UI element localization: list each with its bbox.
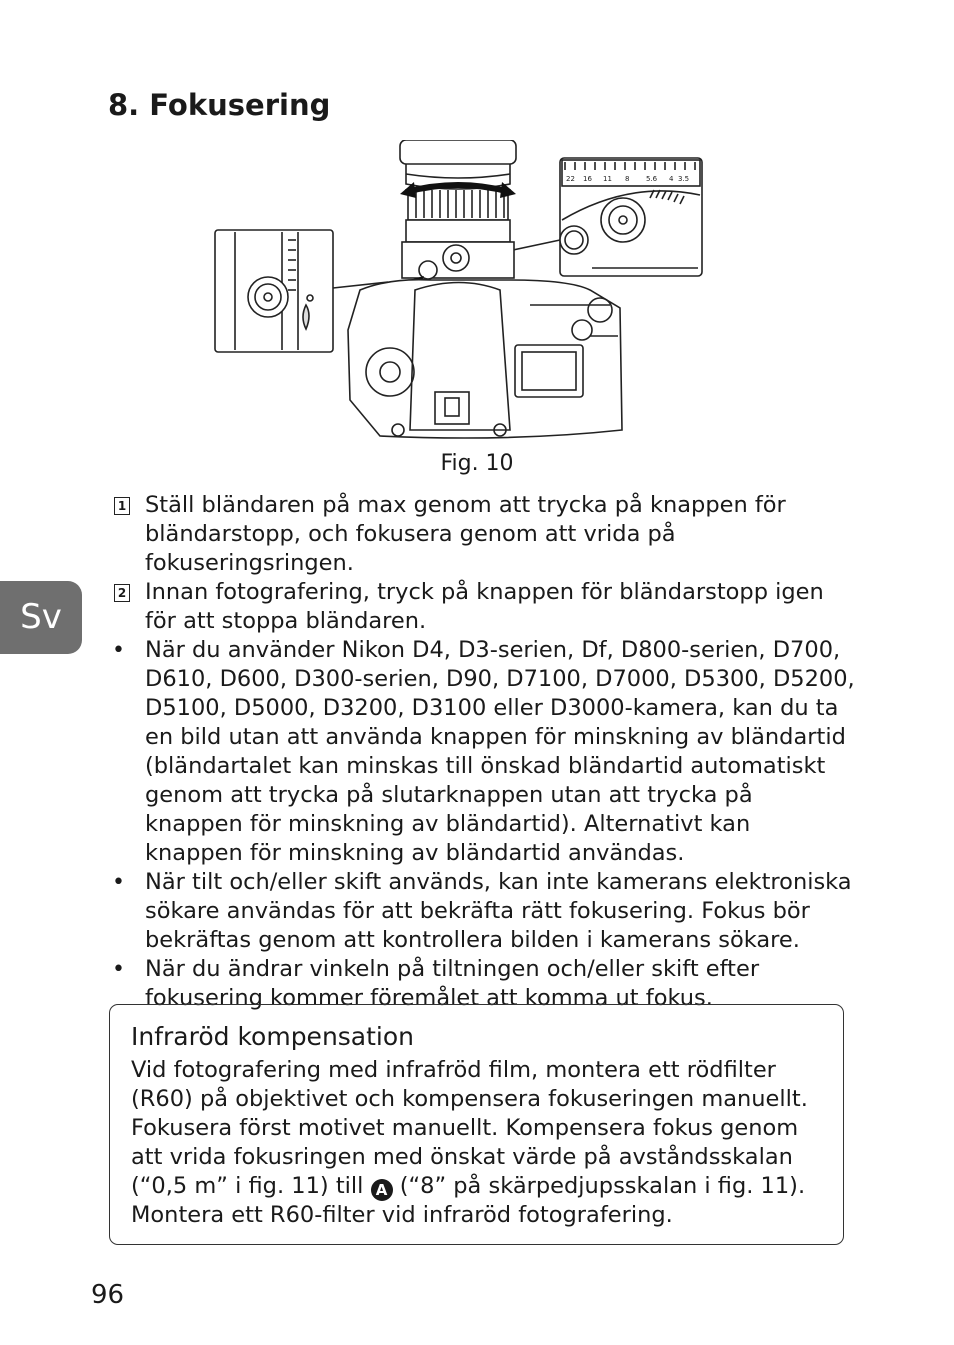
list-item	[110, 636, 855, 868]
list-item-text: När du ändrar vinkeln på tiltningen och/eller skift efter fokusering kommer föremålet att komma ut fokus.	[145, 956, 760, 1011]
section-heading: 8. Fokusering	[108, 88, 331, 122]
scale-label: 5.6	[646, 175, 658, 183]
note-text: Vid fotografering med infrafröd film, montera ett rödfilter (R60) på objektivet och kompensera fokuseringen manuellt. Fokusera först motivet manuellt. Kompensera fokus genom att vrida fokusringen med önskat värde på avståndsskalan (“0,5 m” i fig. 11) till	[131, 1057, 808, 1199]
list-item	[110, 868, 855, 955]
circle-a-icon: A	[371, 1179, 393, 1201]
list-item-text: Innan fotografering, tryck på knappen för bländarstopp igen för att stoppa bländaren.	[145, 579, 824, 634]
list-item-text: När tilt och/eller skift används, kan inte kamerans elektroniska sökare användas för att bekräfta rätt fokusering. Fokus bör bekräftas genom att kontrollera bilden i kamerans sökare.	[145, 869, 852, 953]
bullet-icon: •	[112, 957, 125, 982]
left-detail-inset	[215, 230, 333, 352]
scale-label: 4	[669, 175, 674, 183]
note-title: Infraröd kompensation	[131, 1022, 415, 1051]
note-body	[131, 1056, 831, 1230]
list-item-text: Ställ bländaren på max genom att trycka på knappen för bländarstopp, och fokusera genom att vrida på fokuseringsringen.	[145, 492, 786, 576]
note-text: (“8” på skärpedjupsskalan i fig. 11). Montera ett R60-filter vid infraröd fotografering.	[131, 1173, 806, 1228]
note-box	[109, 1004, 844, 1245]
figure-caption: Fig. 10	[440, 451, 514, 476]
list-item	[110, 578, 855, 636]
scale-label: 8	[625, 175, 630, 183]
scale-label: 16	[583, 175, 592, 183]
step-number-box: 1	[114, 497, 130, 515]
scale-label: 3.5	[678, 175, 690, 183]
bullet-icon: •	[112, 870, 125, 895]
list-item-text: När du använder Nikon D4, D3-serien, Df, D800-serien, D700, D610, D600, D300-serien, D90, D7100, D7000, D5300, D5200, D5100, D5000, D3200, D3100 eller D3000-kamera, kan du ta en bild utan att använda knappen för minskning av bländartid (bländartalet kan minskas till önskad bländartid automatiskt genom att trycka på slutarknappen utan att trycka på knappen för minskning av bländartid). Alternativt kan knappen för minskning av bländartid användas.	[145, 637, 855, 866]
lens-barrel	[400, 140, 516, 279]
scale-label: 11	[603, 175, 612, 183]
camera-lens-illustration	[210, 140, 710, 450]
step-number-box: 2	[114, 584, 130, 602]
camera-body	[348, 280, 622, 438]
right-detail-inset	[560, 158, 702, 276]
scale-label: 22	[566, 175, 575, 183]
list-item	[110, 491, 855, 578]
language-tab: Sv	[0, 581, 82, 654]
instruction-list	[110, 491, 855, 1013]
page-number: 96	[91, 1280, 125, 1310]
bullet-icon: •	[112, 638, 125, 663]
